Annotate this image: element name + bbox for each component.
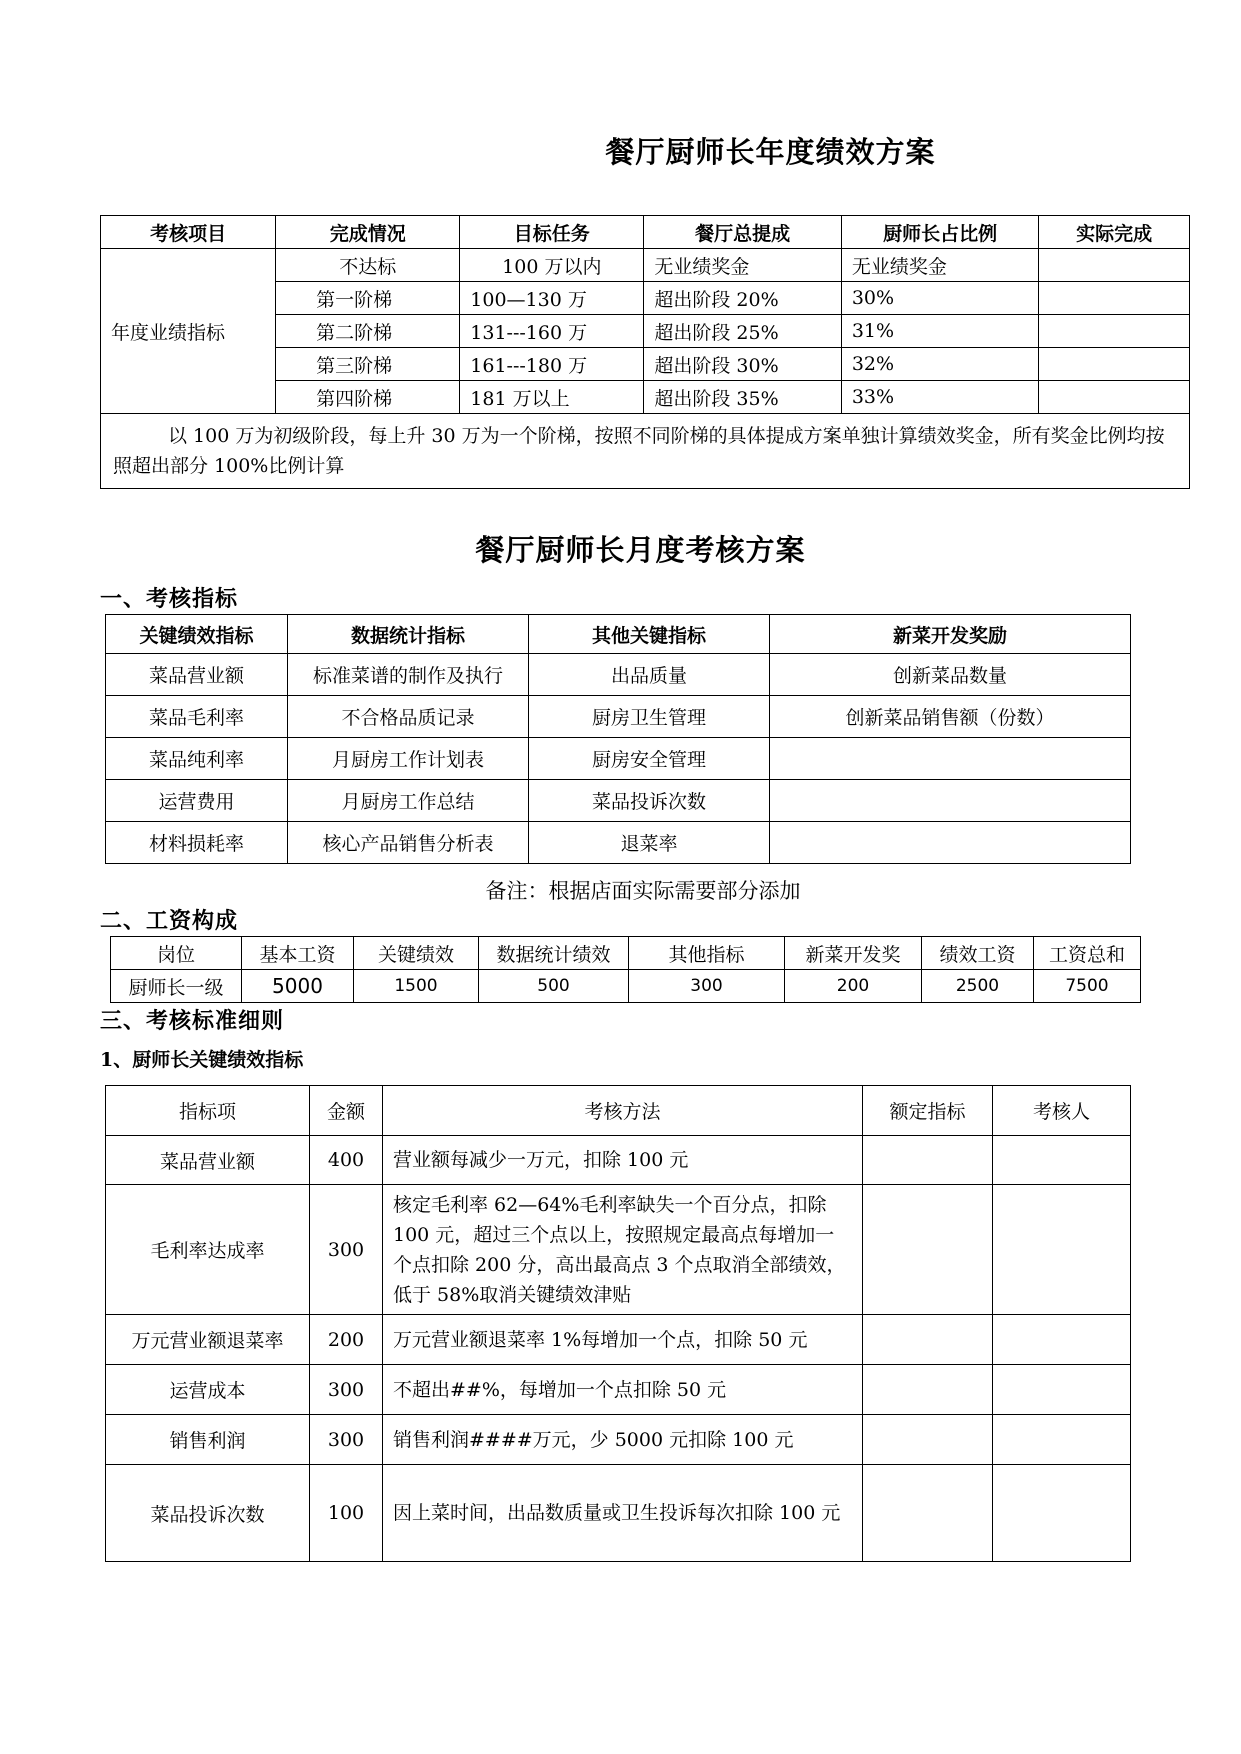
annual-performance-table	[100, 215, 1190, 489]
table-cell: 菜品营业额	[106, 1136, 310, 1185]
table-row	[106, 1365, 1131, 1415]
column-header: 考核项目	[101, 216, 276, 249]
table-cell: 300	[310, 1415, 383, 1465]
table-cell: 5000	[242, 970, 354, 1003]
table-cell: 32%	[841, 348, 1038, 381]
table-cell: 30%	[841, 282, 1038, 315]
column-header: 数据统计绩效	[479, 937, 629, 970]
table-cell: 月厨房工作总结	[288, 780, 529, 822]
section-heading-indicators: 一、考核指标	[100, 586, 239, 612]
subsection-heading-kpi: 1、厨师长关键绩效指标	[100, 1049, 304, 1071]
table-cell: 33%	[841, 381, 1038, 414]
table-cell	[993, 1365, 1131, 1415]
table-cell: 200	[785, 970, 922, 1003]
table-cell: 不达标	[276, 249, 460, 282]
indicator-table	[105, 614, 1131, 864]
column-header: 基本工资	[242, 937, 354, 970]
table-cell: 100	[310, 1465, 383, 1562]
monthly-plan-title: 餐厅厨师长月度考核方案	[475, 533, 806, 567]
table-cell: 退菜率	[529, 822, 770, 864]
table-cell: 因上菜时间，出品数质量或卫生投诉每次扣除 100 元	[383, 1465, 863, 1562]
table-cell	[863, 1136, 993, 1185]
table-cell: 第二阶梯	[276, 315, 460, 348]
column-header: 实际完成	[1039, 216, 1190, 249]
column-header: 绩效工资	[922, 937, 1034, 970]
column-header: 工资总和	[1034, 937, 1141, 970]
table-row	[106, 780, 1131, 822]
table-cell: 创新菜品销售额（份数）	[770, 696, 1131, 738]
column-header: 考核人	[993, 1086, 1131, 1136]
note-row	[101, 414, 1190, 489]
column-header: 餐厅总提成	[644, 216, 841, 249]
table-cell	[863, 1465, 993, 1562]
table-cell	[770, 822, 1131, 864]
table-cell: 菜品投诉次数	[106, 1465, 310, 1562]
table-cell: 材料损耗率	[106, 822, 288, 864]
table-cell: 菜品投诉次数	[529, 780, 770, 822]
table-cell: 不超出##%，每增加一个点扣除 50 元	[383, 1365, 863, 1415]
table-cell: 181 万以上	[460, 381, 644, 414]
table-cell	[1039, 315, 1190, 348]
column-header: 厨师长占比例	[841, 216, 1038, 249]
table-cell: 菜品纯利率	[106, 738, 288, 780]
table-cell: 运营费用	[106, 780, 288, 822]
column-header: 岗位	[111, 937, 242, 970]
table-cell: 毛利率达成率	[106, 1185, 310, 1315]
table-cell: 超出阶段 30%	[644, 348, 841, 381]
column-header: 其他关键指标	[529, 615, 770, 654]
table-cell	[770, 780, 1131, 822]
column-header: 新菜开发奖励	[770, 615, 1131, 654]
table-cell: 200	[310, 1315, 383, 1365]
table-cell	[1039, 348, 1190, 381]
table-cell	[993, 1136, 1131, 1185]
row-group-label: 年度业绩指标	[101, 249, 276, 414]
table-cell: 无业绩奖金	[644, 249, 841, 282]
table-row	[106, 1315, 1131, 1365]
table-cell: 300	[310, 1185, 383, 1315]
column-header: 关键绩效	[354, 937, 479, 970]
table-cell	[863, 1415, 993, 1465]
table-row	[106, 822, 1131, 864]
table-cell: 核心产品销售分析表	[288, 822, 529, 864]
column-header: 金额	[310, 1086, 383, 1136]
annual-note: 以 100 万为初级阶段，每上升 30 万为一个阶梯，按照不同阶梯的具体提成方案单独计算绩效奖金，所有奖金比例均按照超出部分 100%比例计算	[101, 414, 1190, 489]
table-cell: 菜品毛利率	[106, 696, 288, 738]
table-cell: 7500	[1034, 970, 1141, 1003]
table-cell: 第三阶梯	[276, 348, 460, 381]
column-header: 关键绩效指标	[106, 615, 288, 654]
column-header: 考核方法	[383, 1086, 863, 1136]
table-cell: 500	[479, 970, 629, 1003]
table-cell: 出品质量	[529, 654, 770, 696]
column-header: 指标项	[106, 1086, 310, 1136]
remark-text: 备注：根据店面实际需要部分添加	[485, 879, 801, 903]
table-cell: 营业额每减少一万元，扣除 100 元	[383, 1136, 863, 1185]
salary-table	[110, 936, 1141, 1003]
column-header: 目标任务	[460, 216, 644, 249]
table-cell: 销售利润####万元，少 5000 元扣除 100 元	[383, 1415, 863, 1465]
section-heading-criteria: 三、考核标准细则	[100, 1008, 285, 1034]
table-header-row	[106, 615, 1131, 654]
table-cell: 运营成本	[106, 1365, 310, 1415]
table-cell	[1039, 249, 1190, 282]
table-cell: 创新菜品数量	[770, 654, 1131, 696]
table-cell: 月厨房工作计划表	[288, 738, 529, 780]
table-cell: 161---180 万	[460, 348, 644, 381]
table-cell: 400	[310, 1136, 383, 1185]
table-cell	[863, 1315, 993, 1365]
section-heading-salary: 二、工资构成	[100, 908, 239, 934]
table-row	[106, 738, 1131, 780]
table-header-row	[106, 1086, 1131, 1136]
table-cell: 第一阶梯	[276, 282, 460, 315]
column-header: 数据统计指标	[288, 615, 529, 654]
table-cell: 厨房卫生管理	[529, 696, 770, 738]
column-header: 额定指标	[863, 1086, 993, 1136]
table-row	[111, 970, 1141, 1003]
table-cell: 2500	[922, 970, 1034, 1003]
column-header: 新菜开发奖	[785, 937, 922, 970]
table-header-row	[111, 937, 1141, 970]
table-cell: 厨房安全管理	[529, 738, 770, 780]
table-cell	[1039, 282, 1190, 315]
table-cell	[993, 1315, 1131, 1365]
table-cell: 万元营业额退菜率 1%每增加一个点，扣除 50 元	[383, 1315, 863, 1365]
table-cell: 无业绩奖金	[841, 249, 1038, 282]
table-cell: 核定毛利率 62—64%毛利率缺失一个百分点，扣除 100 元，超过三个点以上，按照规定最高点每增加一个点扣除 200 分，高出最高点 3 个点取消全部绩效，低于 58%取消关键绩效津贴	[383, 1185, 863, 1315]
table-cell: 不合格品质记录	[288, 696, 529, 738]
annual-plan-title: 餐厅厨师长年度绩效方案	[605, 135, 936, 169]
table-header-row	[101, 216, 1190, 249]
table-cell: 300	[629, 970, 785, 1003]
table-cell: 300	[310, 1365, 383, 1415]
table-row	[106, 1136, 1131, 1185]
table-cell	[863, 1185, 993, 1315]
table-cell: 厨师长一级	[111, 970, 242, 1003]
table-cell	[993, 1465, 1131, 1562]
table-cell	[770, 738, 1131, 780]
table-cell: 31%	[841, 315, 1038, 348]
table-cell: 超出阶段 20%	[644, 282, 841, 315]
table-cell: 万元营业额退菜率	[106, 1315, 310, 1365]
table-row	[106, 1465, 1131, 1562]
table-row	[106, 654, 1131, 696]
table-row	[106, 696, 1131, 738]
table-cell: 销售利润	[106, 1415, 310, 1465]
table-cell: 100—130 万	[460, 282, 644, 315]
table-cell: 超出阶段 35%	[644, 381, 841, 414]
column-header: 其他指标	[629, 937, 785, 970]
table-cell: 131---160 万	[460, 315, 644, 348]
table-cell	[993, 1415, 1131, 1465]
table-cell	[863, 1365, 993, 1415]
table-row	[106, 1415, 1131, 1465]
table-cell: 超出阶段 25%	[644, 315, 841, 348]
table-cell: 标准菜谱的制作及执行	[288, 654, 529, 696]
table-cell: 1500	[354, 970, 479, 1003]
table-cell	[1039, 381, 1190, 414]
kpi-table	[105, 1085, 1131, 1562]
table-cell: 第四阶梯	[276, 381, 460, 414]
table-row	[106, 1185, 1131, 1315]
table-cell	[993, 1185, 1131, 1315]
table-cell: 菜品营业额	[106, 654, 288, 696]
column-header: 完成情况	[276, 216, 460, 249]
table-row	[101, 249, 1190, 282]
table-cell: 100 万以内	[460, 249, 644, 282]
